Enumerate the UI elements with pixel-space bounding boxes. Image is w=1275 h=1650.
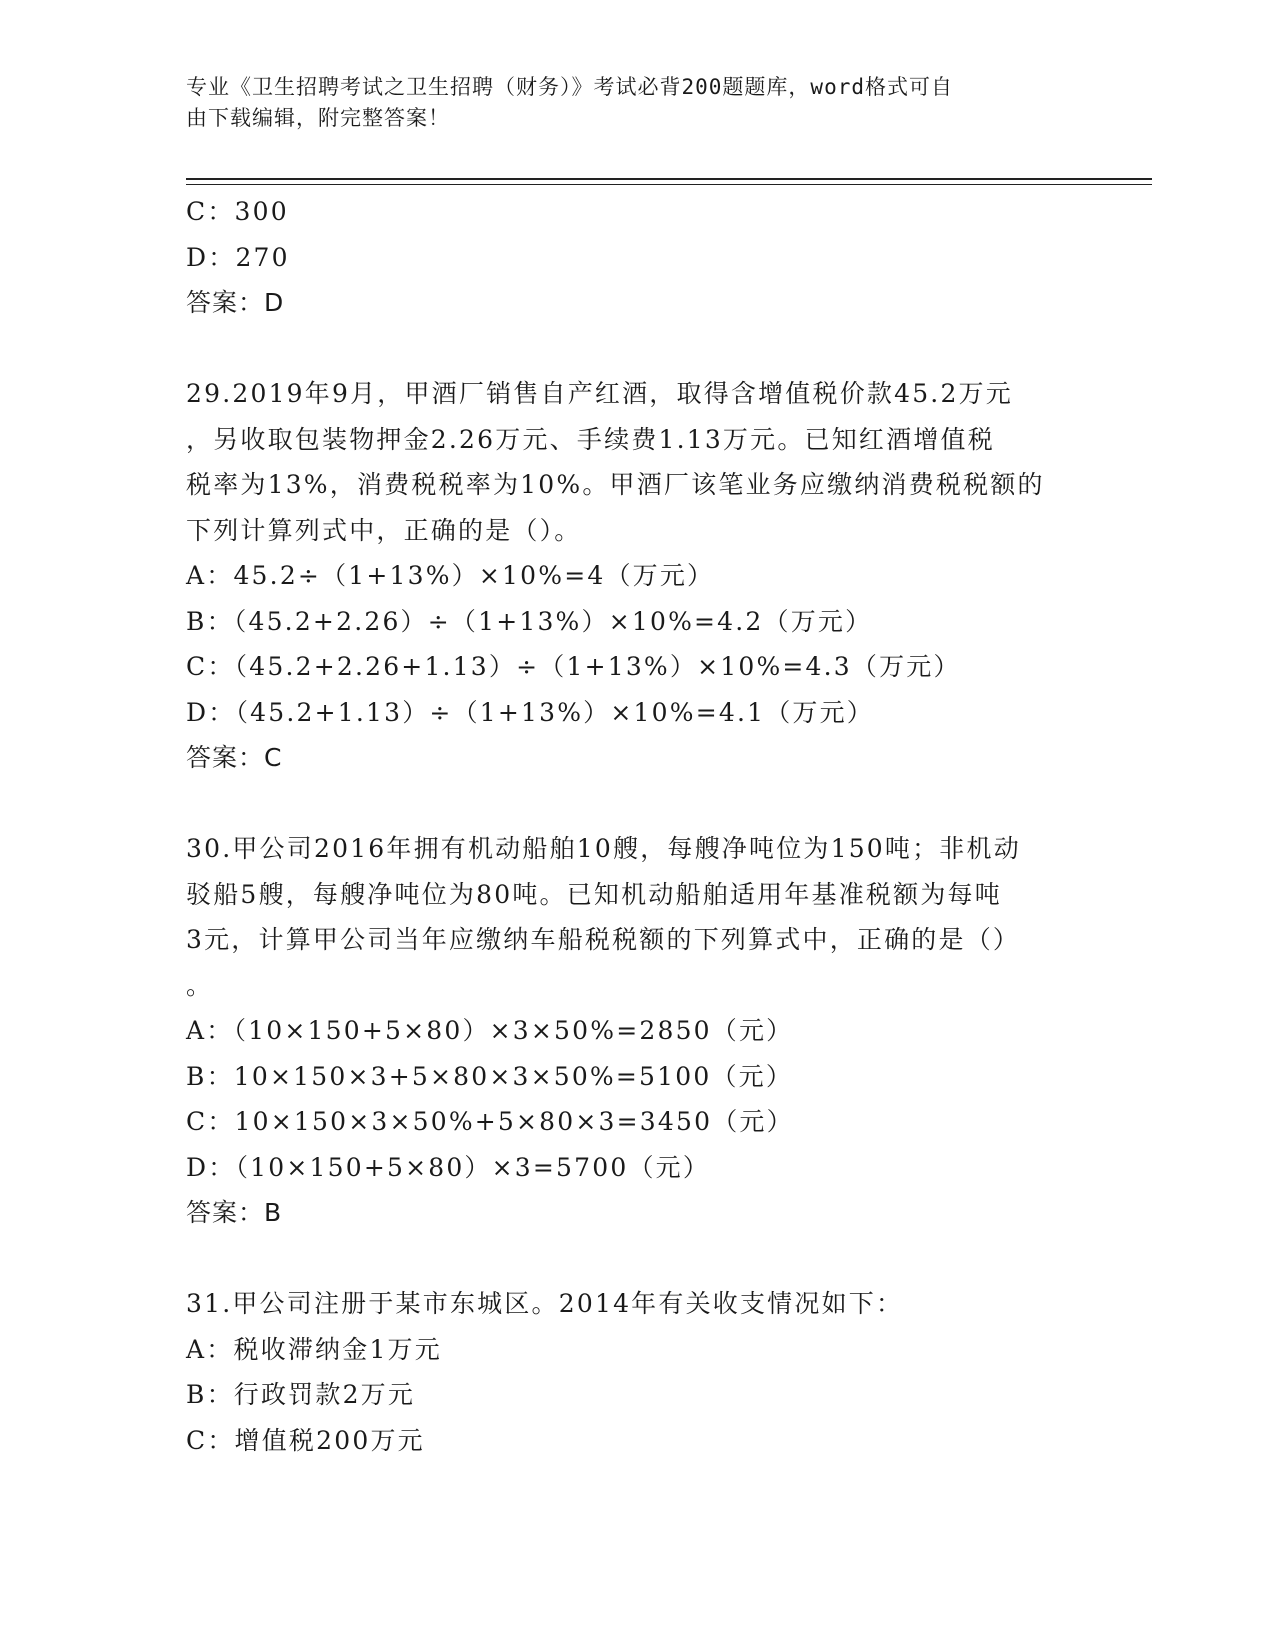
- option-a: A：（10×150+5×80）×3×50%=2850（元）: [186, 1016, 794, 1045]
- header-divider: [186, 178, 1152, 180]
- question-30: [186, 826, 1086, 1236]
- question-stem-line: 30.甲公司2016年拥有机动船舶10艘，每艘净吨位为150吨；非机动: [186, 834, 1021, 863]
- document-body: [186, 189, 1086, 1463]
- question-29: [186, 371, 1086, 781]
- option-c: C：增值税200万元: [186, 1425, 425, 1455]
- question-stem-line: 下列计算列式中，正确的是（）。: [186, 515, 582, 545]
- question-stem-line: 驳船5艘，每艘净吨位为80吨。已知机动船舶适用年基准税额为每吨: [186, 879, 1002, 909]
- spacer: [186, 1236, 1086, 1282]
- question-stem-line: 31.甲公司注册于某市东城区。2014年有关收支情况如下：: [186, 1289, 904, 1318]
- option-d: D：270: [186, 242, 290, 272]
- header-line-1: 专业《卫生招聘考试之卫生招聘（财务）》考试必背200题题库，word格式可自: [186, 75, 953, 99]
- option-d: D：（10×150+5×80）×3=5700（元）: [186, 1152, 711, 1182]
- answer-line: 答案：D: [186, 288, 285, 317]
- question-stem-line: 税率为13%，消费税税率为10%。甲酒厂该笔业务应缴纳消费税税额的: [186, 470, 1045, 499]
- spacer: [186, 781, 1086, 827]
- option-a: A：税收滞纳金1万元: [186, 1334, 442, 1364]
- spacer: [186, 326, 1086, 372]
- option-c: C：10×150×3×50%+5×80×3=3450（元）: [186, 1107, 794, 1136]
- answer-line: 答案：C: [186, 743, 283, 772]
- question-31: [186, 1281, 1086, 1463]
- option-a: A：45.2÷（1+13%）×10%=4（万元）: [186, 561, 715, 590]
- option-d: D：（45.2+1.13）÷（1+13%）×10%=4.1（万元）: [186, 697, 875, 727]
- option-b: B：（45.2+2.26）÷（1+13%）×10%=4.2（万元）: [186, 606, 873, 636]
- option-c: C：（45.2+2.26+1.13）÷（1+13%）×10%=4.3（万元）: [186, 652, 961, 681]
- header-divider-thin: [186, 184, 1152, 185]
- question-stem-line: 29.2019年9月，甲酒厂销售自产红酒，取得含增值税价款45.2万元: [186, 379, 1013, 408]
- option-c: C：300: [186, 197, 289, 226]
- option-b: B：10×150×3+5×80×3×50%=5100（元）: [186, 1061, 794, 1091]
- question-stem-line: ，另收取包装物押金2.26万元、手续费1.13万元。已知红酒增值税: [186, 424, 995, 454]
- question-stem-line: 。: [186, 970, 214, 1000]
- question-stem-line: 3元，计算甲公司当年应缴纳车船税税额的下列算式中，正确的是（）: [186, 925, 1021, 954]
- option-b: B：行政罚款2万元: [186, 1380, 416, 1409]
- header-line-2: 由下载编辑，附完整答案！: [186, 106, 450, 130]
- answer-line: 答案：B: [186, 1198, 283, 1227]
- document-header: [186, 72, 1066, 134]
